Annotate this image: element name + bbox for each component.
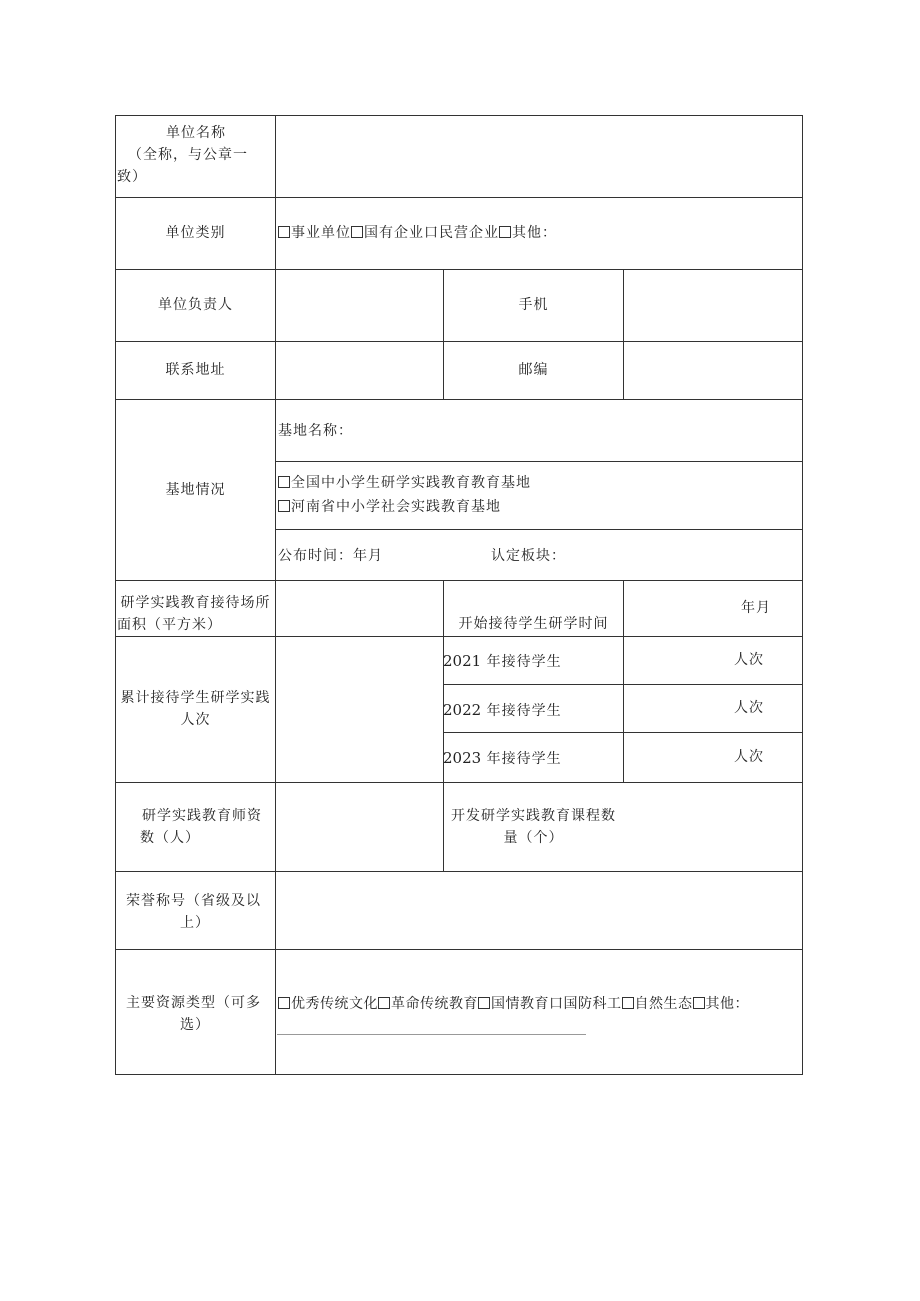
column-divider bbox=[275, 116, 276, 1074]
cumulative-label-line1: 累计接待学生研学实践 bbox=[120, 690, 271, 706]
resource-options bbox=[278, 993, 749, 1015]
area-label-line2: 面积（平方米） bbox=[117, 617, 222, 633]
course-label-line2: 量（个） bbox=[503, 830, 564, 846]
course-label-line1: 开发研学实践教育课程数 bbox=[451, 808, 616, 824]
checkbox-mark: 口 bbox=[424, 225, 439, 241]
other-resource-underline[interactable] bbox=[277, 1034, 586, 1035]
registration-form-table bbox=[115, 115, 803, 1075]
postcode-field[interactable] bbox=[625, 343, 801, 398]
start-time-unit[interactable]: 年月 bbox=[741, 600, 771, 616]
certified-block-label: 认定板块： bbox=[491, 548, 566, 564]
year-value: 2022 bbox=[443, 701, 482, 719]
cumulative-field[interactable] bbox=[277, 638, 442, 781]
checkbox-icon bbox=[499, 226, 511, 238]
org-name-label-line2: （全称，与公章一 bbox=[128, 147, 248, 163]
checkbox-icon bbox=[278, 476, 290, 488]
honor-label-line2: 上） bbox=[180, 915, 210, 931]
address-field[interactable] bbox=[277, 343, 442, 398]
phone-label: 手机 bbox=[518, 297, 549, 313]
checkbox-icon bbox=[278, 500, 290, 512]
teacher-label bbox=[116, 805, 275, 849]
year-row-2023: 2023 年接待学生 bbox=[443, 749, 562, 767]
leader-label: 单位负责人 bbox=[158, 297, 233, 313]
year-2021-unit[interactable]: 人次 bbox=[734, 652, 764, 668]
resource-option-traditional-culture[interactable]: 优秀传统文化 bbox=[278, 996, 378, 1012]
org-name-label-line1: 单位名称 bbox=[166, 125, 226, 141]
row-divider bbox=[116, 269, 802, 270]
phone-field[interactable] bbox=[625, 271, 801, 340]
org-type-option-state-owned[interactable]: 国有企业 bbox=[351, 225, 424, 241]
resource-option-other[interactable]: 其他： bbox=[693, 996, 750, 1012]
start-time-label: 开始接待学生研学时间 bbox=[458, 616, 609, 632]
org-type-option-public-institution[interactable]: 事业单位 bbox=[278, 225, 351, 241]
row-divider bbox=[275, 529, 802, 530]
teacher-label-line2: 数（人） bbox=[140, 830, 200, 846]
year-2022-unit[interactable]: 人次 bbox=[734, 700, 764, 716]
row-divider bbox=[116, 399, 802, 400]
row-divider bbox=[116, 341, 802, 342]
year-row-2022: 2022 年接待学生 bbox=[443, 701, 562, 719]
checkbox-icon bbox=[622, 997, 634, 1009]
checkbox-icon bbox=[351, 226, 363, 238]
checkbox-icon bbox=[478, 997, 490, 1009]
base-option-henan[interactable]: 河南省中小学社会实践教育基地 bbox=[278, 496, 501, 518]
year-2023-unit[interactable]: 人次 bbox=[734, 749, 764, 765]
cumulative-label bbox=[116, 687, 275, 731]
org-type-options bbox=[278, 222, 557, 244]
row-divider bbox=[116, 580, 802, 581]
org-name-label-line3: 致） bbox=[117, 169, 147, 185]
resource-option-defense[interactable]: 口国防科工 bbox=[549, 996, 622, 1012]
honor-label-line1: 荣誉称号（省级及以 bbox=[126, 893, 261, 909]
row-divider bbox=[116, 636, 802, 637]
cumulative-label-line2: 人次 bbox=[180, 712, 211, 728]
org-type-label: 单位类别 bbox=[165, 225, 226, 241]
teacher-field[interactable] bbox=[277, 784, 442, 870]
area-label bbox=[116, 592, 275, 636]
org-type-option-private[interactable]: 口民营企业 bbox=[424, 225, 499, 241]
row-divider bbox=[116, 949, 802, 950]
honor-label bbox=[116, 890, 275, 934]
resource-label-line1: 主要资源类型（可多 bbox=[126, 995, 261, 1011]
resource-label-line2: 选） bbox=[180, 1017, 210, 1033]
leader-field[interactable] bbox=[277, 271, 442, 340]
column-divider bbox=[623, 580, 624, 782]
checkbox-icon bbox=[278, 226, 290, 238]
resource-option-revolutionary[interactable]: 革命传统教育 bbox=[378, 996, 478, 1012]
course-label bbox=[444, 805, 623, 849]
column-divider bbox=[623, 269, 624, 399]
org-name-label bbox=[116, 122, 275, 188]
address-label: 联系地址 bbox=[165, 362, 226, 378]
area-label-line1: 研学实践教育接待场所 bbox=[120, 595, 271, 611]
row-divider bbox=[116, 197, 802, 198]
postcode-label: 邮编 bbox=[518, 362, 549, 378]
year-row-2021: 2021 年接待学生 bbox=[443, 652, 562, 670]
base-option-national[interactable]: 全国中小学生研学实践教育教育基地 bbox=[278, 472, 531, 494]
checkbox-icon bbox=[378, 997, 390, 1009]
year-value: 2021 bbox=[443, 652, 482, 670]
row-divider bbox=[116, 871, 802, 872]
checkbox-icon bbox=[693, 997, 705, 1009]
row-divider bbox=[275, 461, 802, 462]
honor-field[interactable] bbox=[277, 873, 801, 948]
checkbox-icon bbox=[278, 997, 290, 1009]
course-field[interactable] bbox=[625, 784, 801, 870]
row-divider bbox=[116, 782, 802, 783]
base-name-label: 基地名称： bbox=[278, 423, 353, 439]
year-value: 2023 bbox=[443, 749, 482, 767]
resource-option-national-conditions[interactable]: 国情教育 bbox=[478, 996, 549, 1012]
resource-label bbox=[116, 992, 275, 1036]
publish-time-label: 公布时间：年月 bbox=[278, 548, 383, 564]
base-label: 基地情况 bbox=[165, 482, 226, 498]
checkbox-mark: 口 bbox=[549, 996, 564, 1012]
teacher-label-line1: 研学实践教育师资 bbox=[142, 808, 262, 824]
resource-option-ecology[interactable]: 自然生态 bbox=[622, 996, 693, 1012]
area-field[interactable] bbox=[277, 582, 442, 635]
org-name-field[interactable] bbox=[277, 118, 801, 196]
org-type-option-other[interactable]: 其他： bbox=[499, 225, 557, 241]
